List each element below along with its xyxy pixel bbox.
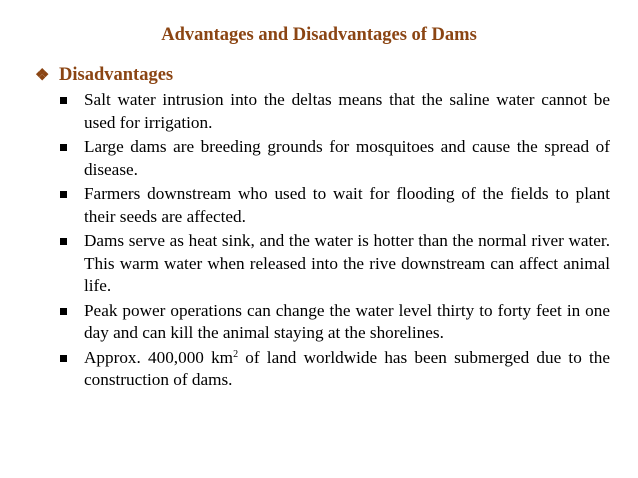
bullet-text: Peak power operations can change the water level thirty to forty feet in one day and can kill the animal staying at the shorelines. (84, 300, 610, 342)
superscript-exponent: 2 (233, 348, 239, 360)
square-bullet-icon (60, 144, 67, 151)
bullet-item (58, 89, 610, 134)
bullet-list (58, 89, 610, 394)
square-bullet-icon (60, 355, 67, 362)
section-heading (35, 63, 173, 88)
bullet-text: Dams serve as heat sink, and the water is hotter than the normal river water. This warm water when released into the rive downstream can affect animal life. (84, 231, 610, 295)
bullet-item (58, 300, 610, 345)
bullet-text-before: Approx. 400,000 km (84, 347, 234, 367)
square-bullet-icon (60, 191, 67, 198)
bullet-text: Large dams are breeding grounds for mosquitoes and cause the spread of disease. (84, 137, 610, 179)
bullet-text: Salt water intrusion into the deltas means that the saline water cannot be used for irrigation. (84, 90, 610, 132)
square-bullet-icon (60, 308, 67, 315)
diamond-bullet-icon: ❖ (35, 67, 50, 84)
bullet-item (58, 230, 610, 298)
section-heading-label: Disadvantages (59, 65, 174, 85)
bullet-text-after: of land worldwide has been submerged due to the construction of dams. (84, 347, 611, 389)
square-bullet-icon (60, 97, 67, 104)
bullet-item (58, 183, 610, 228)
bullet-text: Farmers downstream who used to wait for flooding of the fields to plant their seeds are affected. (84, 184, 610, 226)
slide-title: Advantages and Disadvantages of Dams (161, 25, 477, 45)
square-bullet-icon (60, 238, 67, 245)
bullet-item (58, 136, 610, 181)
bullet-item (58, 347, 610, 392)
